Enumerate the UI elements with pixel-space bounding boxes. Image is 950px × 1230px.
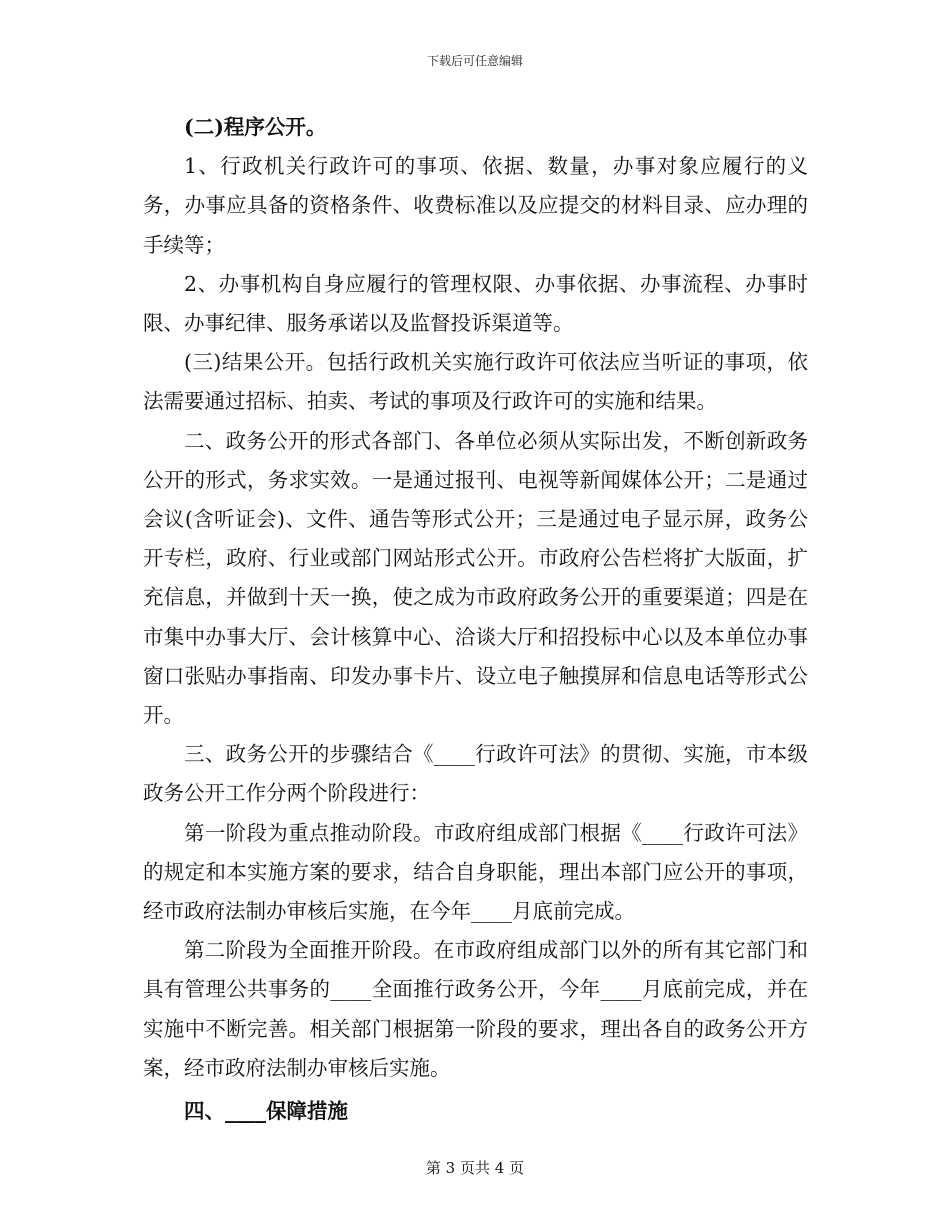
paragraph-stage-2: 第二阶段为全面推开阶段。在市政府组成部门以外的所有其它部门和具有管理公共事务的____全面推行政务公开，今年____月底前完成，并在实施中不断完善。相关部门根据第一阶段的要求，理出各自的政务公开方案，经市政府法制办审核后实施。 bbox=[143, 938, 808, 1080]
paragraph-public-steps: 三、政务公开的步骤结合《____行政许可法》的贯彻、实施，市本级政务公开工作分两个阶段进行： bbox=[143, 742, 808, 806]
paragraph-stage-1: 第一阶段为重点推动阶段。市政府组成部门根据《____行政许可法》的规定和本实施方案的要求，结合自身职能，理出本部门应公开的事项，经市政府法制办审核后实施，在今年____月底前完成。 bbox=[143, 820, 808, 924]
document-body bbox=[143, 108, 808, 1131]
section-heading-safeguards: 四、____保障措施 bbox=[184, 1099, 348, 1124]
paragraph-public-forms: 二、政务公开的形式各部门、各单位必须从实际出发，不断创新政务公开的形式，务求实效。一是通过报刊、电视等新闻媒体公开；二是通过会议(含听证会)、文件、通告等形式公开；三是通过电子显示屏，政务公开专栏，政府、行业或部门网站形式公开。市政府公告栏将扩大版面，扩充信息，并做到十天一换，使之成为市政府政务公开的重要渠道；四是在市集中办事大厅、会计核算中心、洽谈大厅和招投标中心以及本单位办事窗口张贴办事指南、印发办事卡片、设立电子触摸屏和信息电话等形式公开。 bbox=[143, 428, 808, 728]
section-heading-procedure: (二)程序公开。 bbox=[184, 115, 327, 139]
paragraph-item-2: 2、办事机构自身应履行的管理权限、办事依据、办事流程、办事时限、办事纪律、服务承诺以及监督投诉渠道等。 bbox=[143, 271, 808, 336]
header-note: 下载后可任意编辑 bbox=[426, 54, 523, 68]
paragraph-item-1: 1、行政机关行政许可的事项、依据、数量，办事对象应履行的义务，办事应具备的资格条件、收费标准以及应提交的材料目录、应办理的手续等； bbox=[143, 154, 808, 257]
paragraph-result-public: (三)结果公开。包括行政机关实施行政许可依法应当听证的事项，依法需要通过招标、拍卖、考试的事项及行政许可的实施和结果。 bbox=[143, 350, 808, 414]
page-number: 第 3 页共 4 页 bbox=[425, 1159, 525, 1177]
